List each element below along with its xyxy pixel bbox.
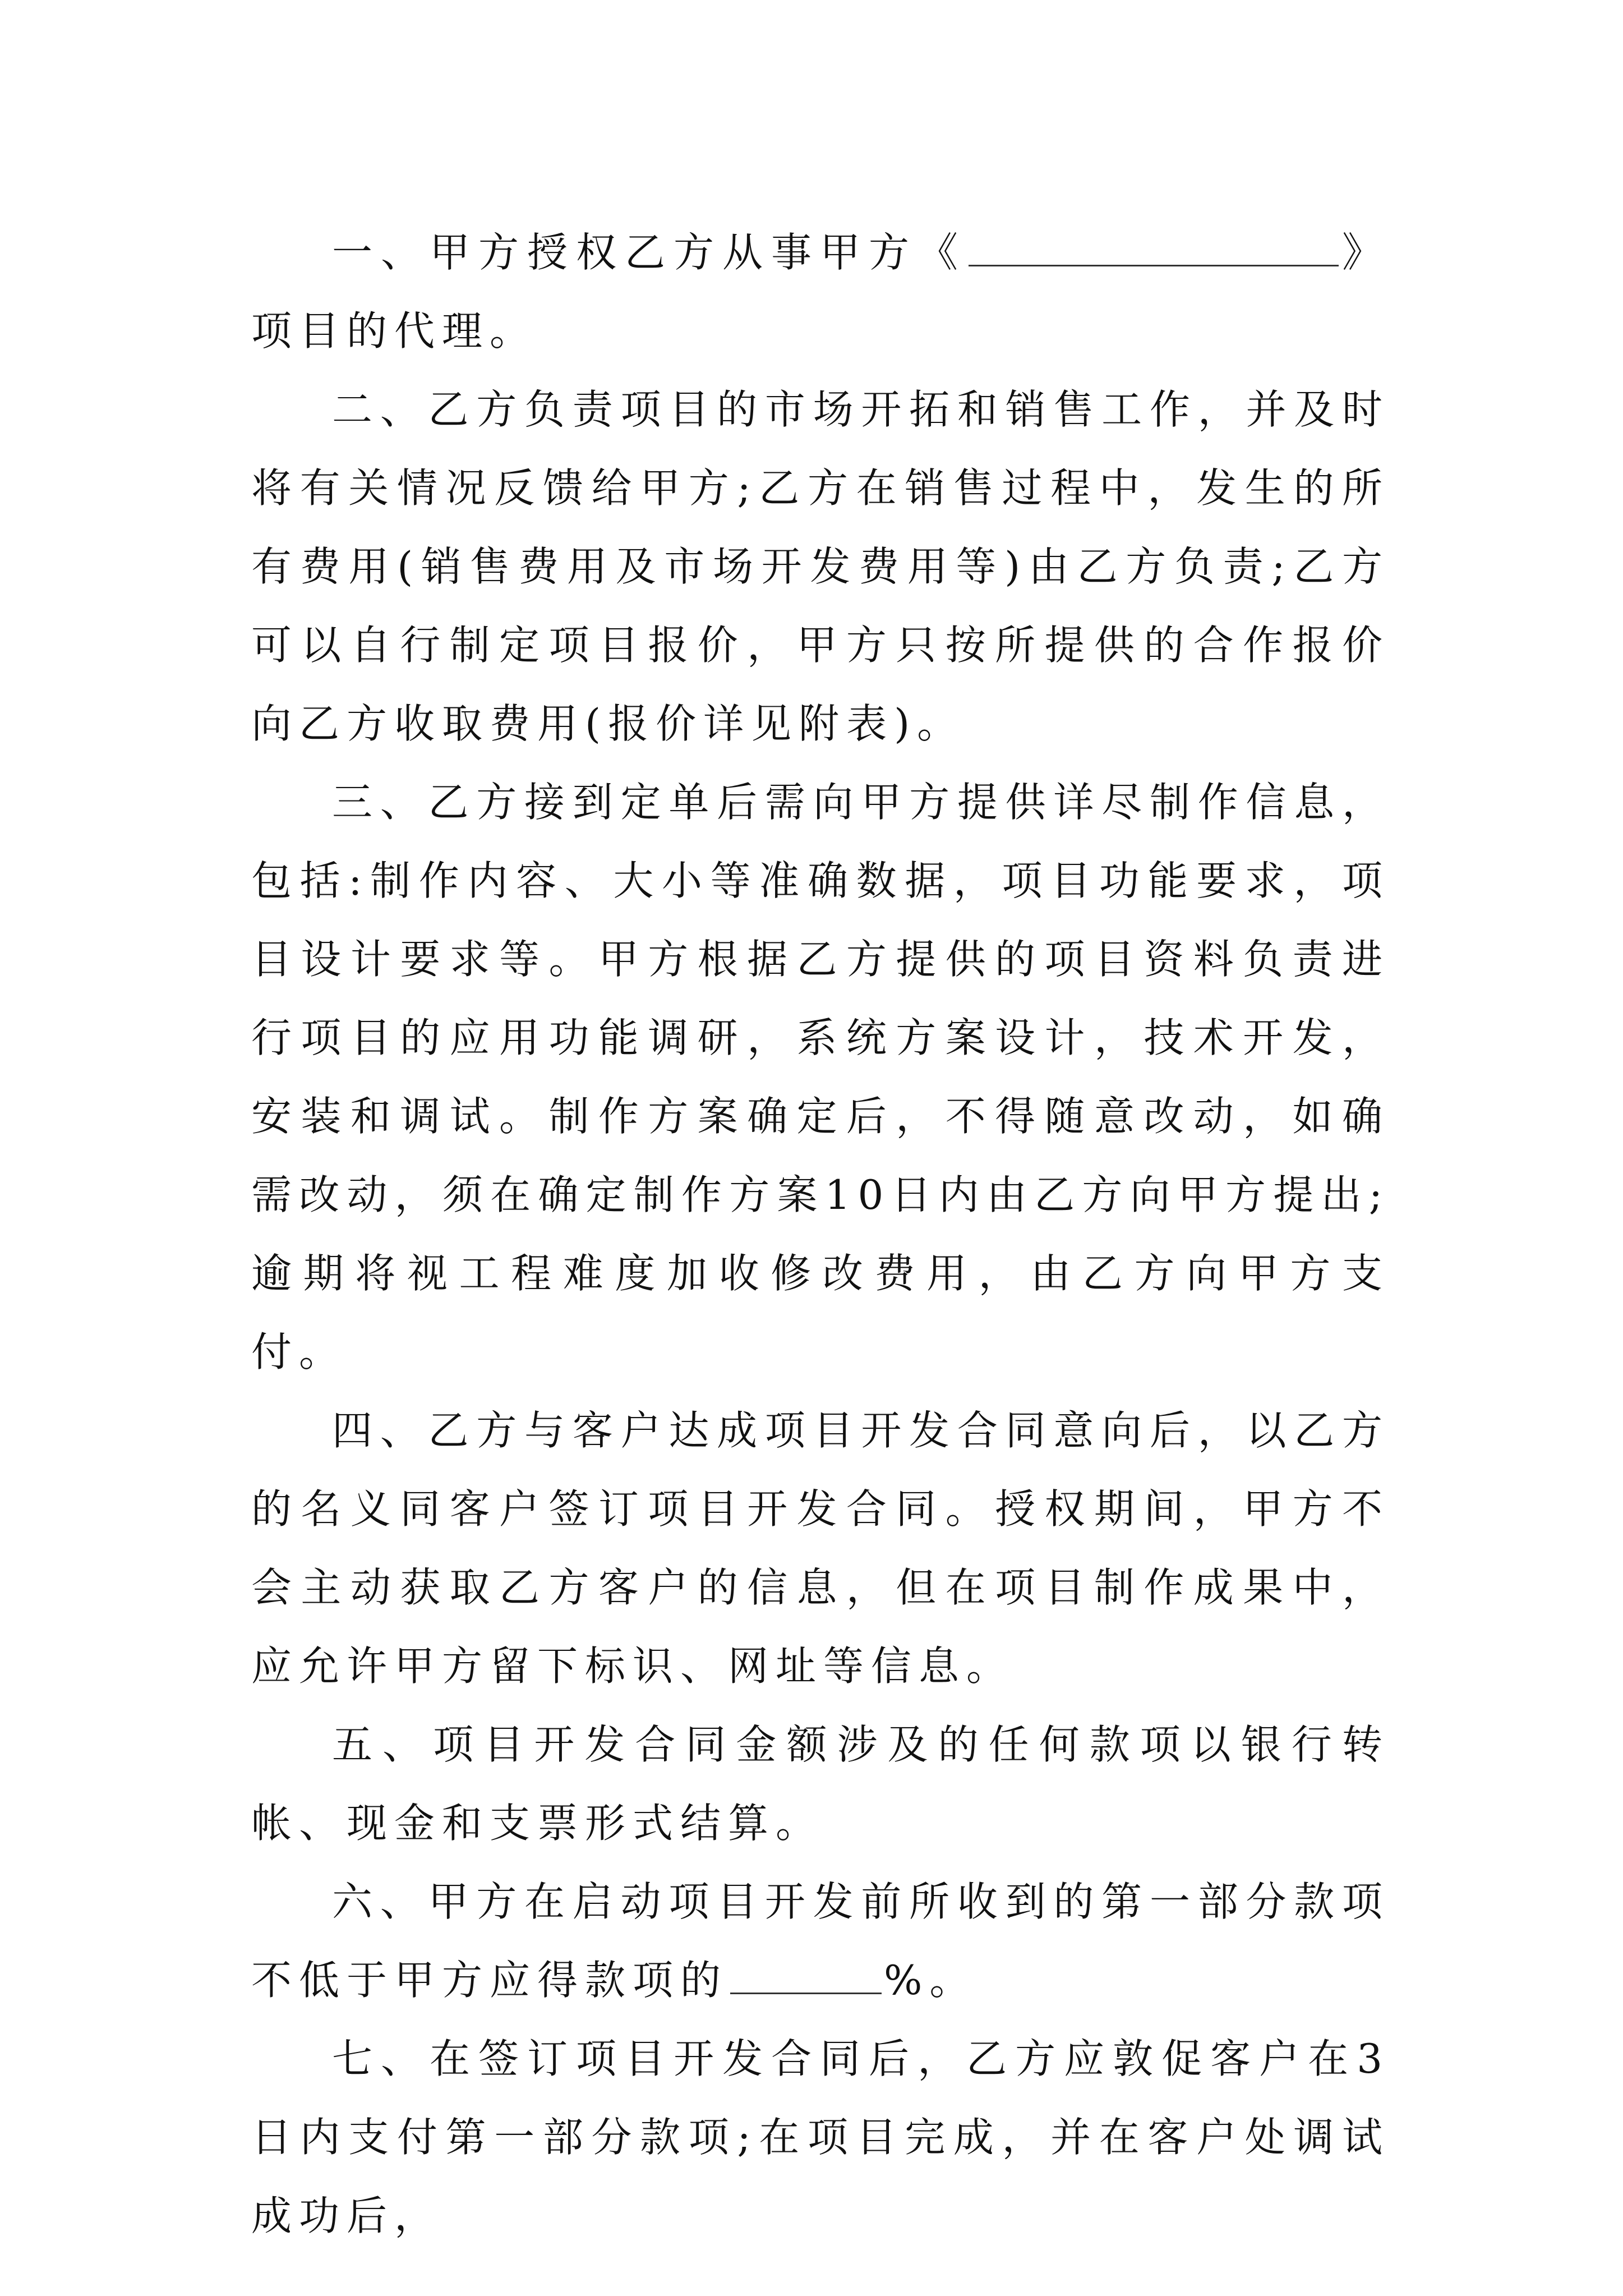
clause-6-text-after: %。 [884, 1957, 978, 2004]
clause-1-text-after: 》项目的代理。 [251, 229, 1390, 355]
clause-4: 四、乙方与客户达成项目开发合同意向后，以乙方的名义同客户签订项目开发合同。授权期间，甲方不会主动获取乙方客户的信息，但在项目制作成果中，应允许甲方留下标识、网址等信息。 [251, 1407, 1390, 1690]
clause-5: 五、项目开发合同金额涉及的任何款项以银行转帐、现金和支票形式结算。 [251, 1721, 1390, 1847]
clause-1-text-before: 一、甲方授权乙方从事甲方《 [332, 229, 966, 276]
percentage-blank [730, 1959, 882, 1994]
contract-body [251, 213, 1390, 2255]
clause-6-text-before: 六、甲方在启动项目开发前所收到的第一部分款项不低于甲方应得款项的 [251, 1878, 1390, 2004]
clause-7: 七、在签订项目开发合同后，乙方应敦促客户在3日内支付第一部分款项;在项目完成，并在客户处调试成功后， [251, 2035, 1390, 2239]
clause-6 [251, 1862, 1390, 2019]
clause-2: 二、乙方负责项目的市场开拓和销售工作，并及时将有关情况反馈给甲方;乙方在销售过程中，发生的所有费用(销售费用及市场开发费用等)由乙方负责;乙方可以自行制定项目报价，甲方只按所提供的合作报价向乙方收取费用(报价详见附表)。 [251, 386, 1390, 747]
clause-1 [251, 213, 1390, 370]
project-name-blank [969, 231, 1339, 266]
clause-3: 三、乙方接到定单后需向甲方提供详尽制作信息，包括:制作内容、大小等准确数据，项目功能要求，项目设计要求等。甲方根据乙方提供的项目资料负责进行项目的应用功能调研，系统方案设计，技术开发，安装和调试。制作方案确定后，不得随意改动，如确需改动，须在确定制作方案10日内由乙方向甲方提出;逾期将视工程难度加收修改费用，由乙方向甲方支付。 [251, 779, 1390, 1375]
